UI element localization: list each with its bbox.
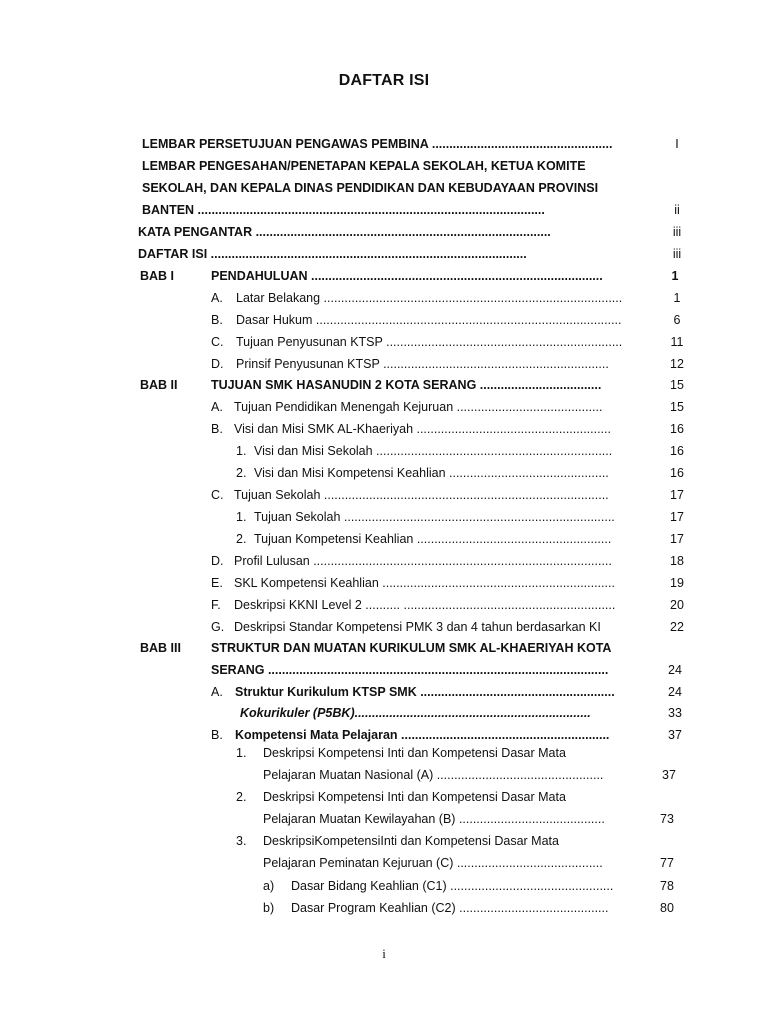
- toc-entry-label: C.: [211, 488, 224, 502]
- toc-entry-text: Visi dan Misi Sekolah ....................................................................: [254, 444, 613, 458]
- toc-entry-page: 18: [670, 554, 684, 568]
- toc-entry-label: 2.: [236, 790, 247, 804]
- toc-entry-label: A.: [211, 400, 223, 414]
- toc-entry: [0, 354, 768, 374]
- toc-entry-label: BAB I: [140, 269, 175, 283]
- toc-entry-page: 73: [660, 812, 674, 826]
- toc-entry-text: Visi dan Misi Kompetensi Keahlian ..............................................: [254, 466, 609, 480]
- toc-entry-page: 15: [670, 378, 684, 392]
- toc-entry-page: 78: [660, 879, 674, 893]
- toc-entry: [0, 703, 768, 723]
- toc-entry-label: 1.: [236, 444, 247, 458]
- toc-entry-page: 16: [670, 444, 684, 458]
- toc-entry-label: D.: [211, 554, 224, 568]
- toc-entry: [0, 853, 768, 873]
- toc-entry-page: 77: [660, 856, 674, 870]
- toc-entry-page: 37: [662, 768, 676, 782]
- toc-entry-page: iii: [672, 247, 682, 261]
- toc-entry: [0, 222, 768, 242]
- toc-entry-label: C.: [211, 335, 224, 349]
- toc-entry-text: Tujuan Sekolah ..............................................................................: [254, 510, 615, 524]
- toc-entry-text: STRUKTUR DAN MUATAN KURIKULUM SMK AL-KHAERIYAH KOTA: [211, 641, 612, 655]
- toc-entry-text: BANTEN ....................................................................................................: [142, 203, 545, 217]
- toc-entry: [0, 134, 768, 154]
- toc-entry-text: DeskripsiKompetensiInti dan Kompetensi Dasar Mata: [263, 834, 559, 848]
- toc-entry-label: D.: [211, 357, 224, 371]
- toc-entry-text: Latar Belakang ......................................................................................: [236, 291, 623, 305]
- toc-entry-label: 2.: [236, 466, 247, 480]
- toc-entry: [0, 266, 768, 286]
- toc-entry-label: BAB II: [140, 378, 178, 392]
- toc-entry: [0, 463, 768, 483]
- toc-entry: [0, 375, 768, 395]
- toc-entry-text: Pelajaran Muatan Nasional (A) ................................................: [263, 768, 604, 782]
- toc-entry: [0, 898, 768, 918]
- toc-entry: [0, 485, 768, 505]
- toc-entry-text: Tujuan Penyusunan KTSP ....................................................................: [236, 335, 623, 349]
- toc-entry-page: 1: [671, 269, 679, 283]
- toc-entry-page: 37: [668, 728, 682, 742]
- toc-entry-text: KATA PENGANTAR .....................................................................................: [138, 225, 551, 239]
- toc-entry: [0, 507, 768, 527]
- toc-entry-page: 24: [668, 663, 682, 677]
- toc-entry-text: Kompetensi Mata Pelajaran ............................................................: [235, 728, 610, 742]
- toc-entry: [0, 638, 768, 658]
- toc-entry-page: 22: [670, 620, 684, 634]
- toc-entry-label: 2.: [236, 532, 247, 546]
- footer-page-number: i: [382, 946, 386, 961]
- toc-entry-page: 16: [670, 422, 684, 436]
- toc-entry-label: G.: [211, 620, 225, 634]
- toc-entry-label: a): [263, 879, 275, 893]
- toc-entry: [0, 573, 768, 593]
- toc-entry-page: 33: [668, 706, 682, 720]
- toc-entry-label: B.: [211, 422, 223, 436]
- toc-entry: [0, 551, 768, 571]
- toc-entry: [0, 617, 768, 637]
- toc-entry-label: B.: [211, 313, 223, 327]
- toc-entry-text: Deskripsi Standar Kompetensi PMK 3 dan 4 tahun berdasarkan KI: [234, 620, 601, 634]
- toc-entry-page: 17: [670, 510, 684, 524]
- toc-entry-text: Deskripsi KKNI Level 2 .......... .............................................................: [234, 598, 616, 612]
- toc-entry: [0, 743, 768, 763]
- toc-entry-text: Visi dan Misi SMK AL-Khaeriyah ........................................................: [234, 422, 611, 436]
- toc-entry: [0, 419, 768, 439]
- toc-entry: [0, 809, 768, 829]
- toc-entry: [0, 787, 768, 807]
- toc-entry: [0, 765, 768, 785]
- toc-entry-text: Tujuan Pendidikan Menengah Kejuruan ..........................................: [234, 400, 603, 414]
- toc-entry-text: Dasar Bidang Keahlian (C1) ...............................................: [291, 879, 614, 893]
- toc-entry-page: I: [675, 137, 679, 151]
- toc-entry-page: iii: [672, 225, 682, 239]
- toc-entry-text: Pelajaran Peminatan Kejuruan (C) ..........................................: [263, 856, 603, 870]
- toc-entry: [0, 876, 768, 896]
- toc-entry-label: F.: [211, 598, 221, 612]
- toc-entry: [0, 156, 768, 176]
- toc-entry-text: SERANG ..................................................................................................: [211, 663, 609, 677]
- toc-entry: [0, 682, 768, 702]
- page-title: DAFTAR ISI: [338, 72, 430, 89]
- toc-entry: [0, 660, 768, 680]
- toc-entry-text: SEKOLAH, DAN KEPALA DINAS PENDIDIKAN DAN KEBUDAYAAN PROVINSI: [142, 181, 599, 195]
- toc-entry-page: 12: [670, 357, 684, 371]
- toc-entry-text: TUJUAN SMK HASANUDIN 2 KOTA SERANG ...................................: [211, 378, 602, 392]
- toc-entry-text: Tujuan Sekolah ..................................................................................: [234, 488, 609, 502]
- toc-entry: [0, 441, 768, 461]
- toc-entry: [0, 200, 768, 220]
- toc-entry-text: DAFTAR ISI ...........................................................................................: [138, 247, 527, 261]
- toc-entry: [0, 831, 768, 851]
- toc-entry-page: 6: [673, 313, 681, 327]
- toc-entry: [0, 332, 768, 352]
- toc-entry-text: SKL Kompetensi Keahlian ...................................................................: [234, 576, 615, 590]
- toc-entry-text: Struktur Kurikulum KTSP SMK ........................................................: [235, 685, 615, 699]
- toc-entry-text: Prinsif Penyusunan KTSP .................................................................: [236, 357, 609, 371]
- toc-entry-page: 11: [670, 335, 684, 349]
- toc-entry-text: Dasar Hukum ........................................................................................: [236, 313, 622, 327]
- toc-entry-text: Profil Lulusan ......................................................................................: [234, 554, 612, 568]
- toc-entry-label: 3.: [236, 834, 247, 848]
- toc-entry-label: 1.: [236, 746, 247, 760]
- toc-entry-page: 1: [673, 291, 681, 305]
- toc-entry-page: 17: [670, 532, 684, 546]
- toc-entry-text: Kokurikuler (P5BK)....................................................................: [240, 706, 591, 720]
- toc-entry-page: ii: [674, 203, 680, 217]
- toc-entry-text: Dasar Program Keahlian (C2) ...........................................: [291, 901, 609, 915]
- toc-entry: [0, 288, 768, 308]
- toc-entry-label: 1.: [236, 510, 247, 524]
- toc-entry-label: BAB III: [140, 641, 181, 655]
- toc-entry-text: Pelajaran Muatan Kewilayahan (B) ..........................................: [263, 812, 605, 826]
- toc-entry-text: PENDAHULUAN ....................................................................................: [211, 269, 603, 283]
- toc-entry-text: LEMBAR PENGESAHAN/PENETAPAN KEPALA SEKOLAH, KETUA KOMITE: [142, 159, 586, 173]
- toc-entry-text: Deskripsi Kompetensi Inti dan Kompetensi Dasar Mata: [263, 790, 566, 804]
- toc-entry-page: 19: [670, 576, 684, 590]
- toc-entry: [0, 725, 768, 745]
- toc-entry-text: Deskripsi Kompetensi Inti dan Kompetensi Dasar Mata: [263, 746, 566, 760]
- toc-entry-page: 15: [670, 400, 684, 414]
- toc-entry: [0, 397, 768, 417]
- toc-entry-label: E.: [211, 576, 223, 590]
- toc-entry-label: A.: [211, 291, 223, 305]
- toc-entry-label: b): [263, 901, 275, 915]
- toc-entry: [0, 595, 768, 615]
- toc-entry-page: 20: [670, 598, 684, 612]
- toc-entry: [0, 310, 768, 330]
- toc-entry-page: 24: [668, 685, 682, 699]
- toc-entry: [0, 178, 768, 198]
- toc-entry: [0, 529, 768, 549]
- toc-entry-label: B.: [211, 728, 223, 742]
- toc-entry-page: 17: [670, 488, 684, 502]
- toc-entry-text: LEMBAR PERSETUJUAN PENGAWAS PEMBINA ....................................................: [142, 137, 613, 151]
- toc-entry-text: Tujuan Kompetensi Keahlian ........................................................: [254, 532, 612, 546]
- toc-entry-page: 16: [670, 466, 684, 480]
- toc-entry: [0, 244, 768, 264]
- toc-entry-page: 80: [660, 901, 674, 915]
- toc-entry-label: A.: [211, 685, 223, 699]
